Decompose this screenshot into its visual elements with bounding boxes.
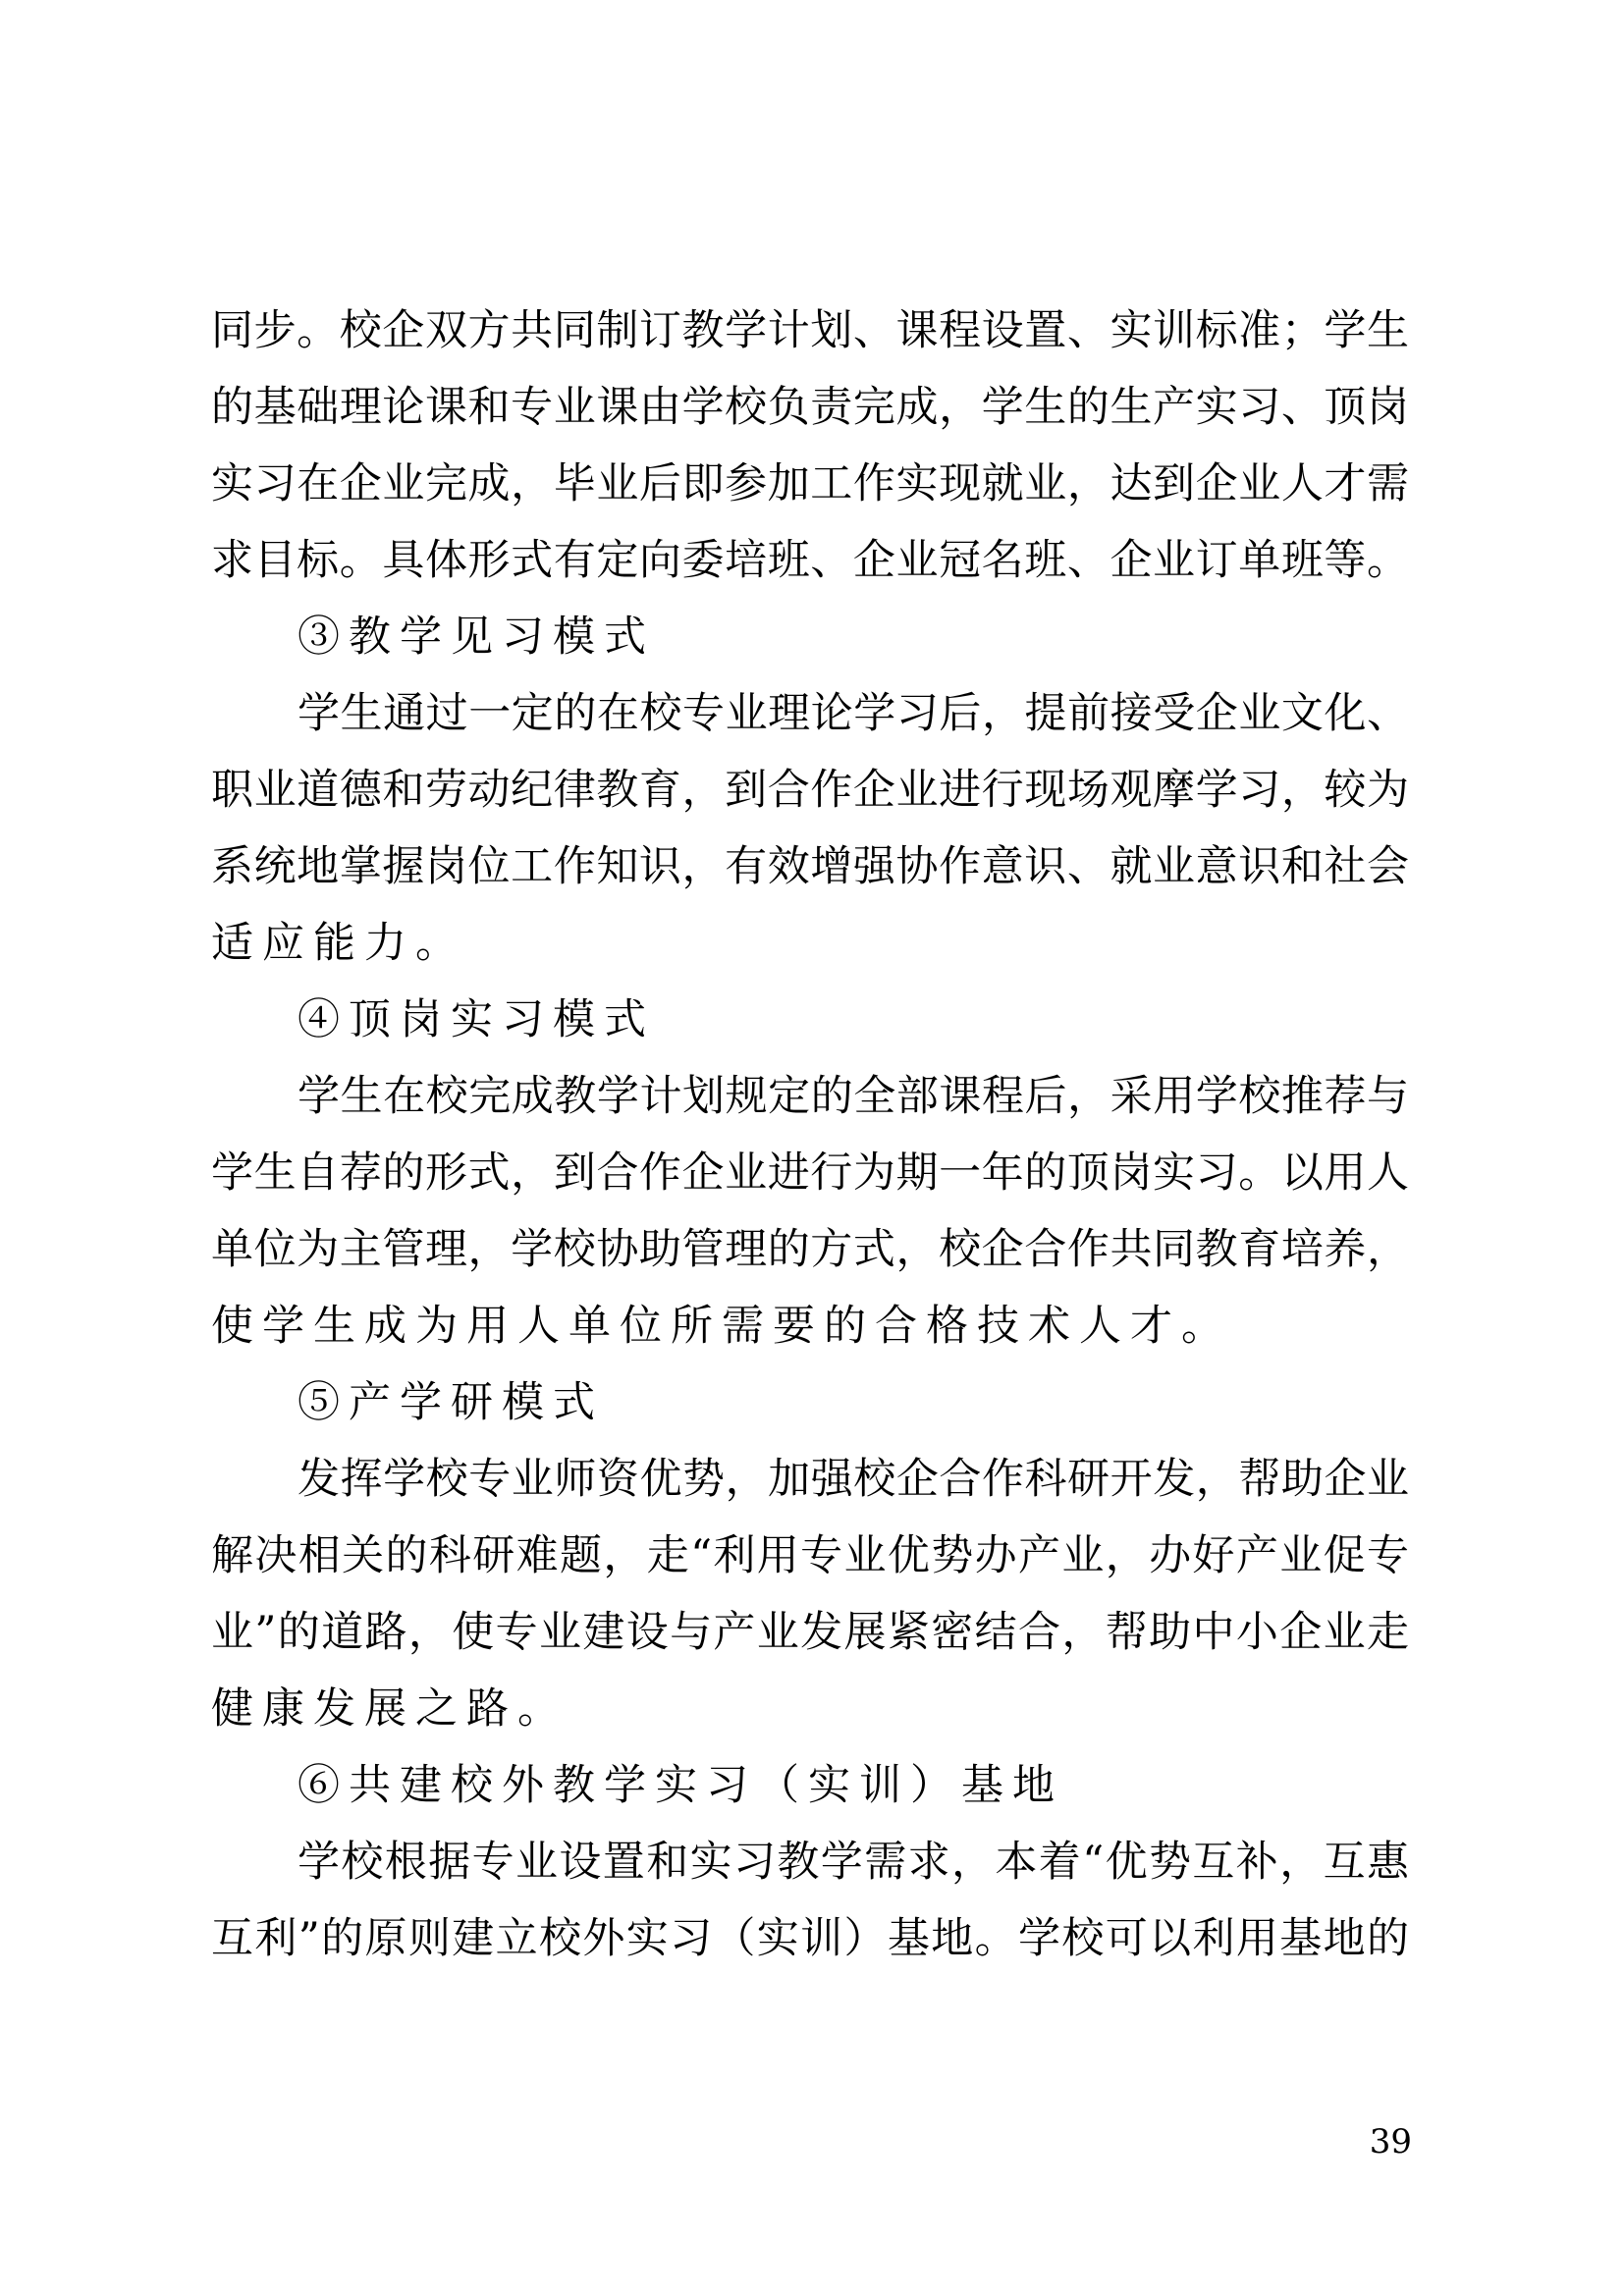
text-line: ⑥共建校外教学实习（实训）基地 xyxy=(298,1761,1063,1810)
text-line: 同步。校企双方共同制订教学计划、课程设置、实训标准；学生 xyxy=(211,306,1409,355)
text-line: 解决相关的科研难题，走“利用专业优势办产业，办好产业促专 xyxy=(211,1531,1409,1580)
page-number: 39 xyxy=(1369,2122,1412,2162)
text-line: 学生自荐的形式，到合作企业进行为期一年的顶岗实习。以用人 xyxy=(211,1148,1409,1198)
text-line: ④顶岗实习模式 xyxy=(298,995,655,1044)
text-line: 健康发展之路。 xyxy=(211,1684,568,1734)
text-line: ⑤产学研模式 xyxy=(298,1378,604,1427)
text-line: 学生通过一定的在校专业理论学习后，提前接受企业文化、 xyxy=(298,689,1409,738)
text-line: ③教学见习模式 xyxy=(298,613,655,662)
text-line: 实习在企业完成，毕业后即参加工作实现就业，达到企业人才需 xyxy=(211,459,1409,508)
text-line: 使学生成为用人单位所需要的合格技术人才。 xyxy=(211,1302,1232,1351)
text-line: 发挥学校专业师资优势，加强校企合作科研开发，帮助企业 xyxy=(298,1455,1409,1504)
text-line: 业”的道路，使专业建设与产业发展紧密结合，帮助中小企业走 xyxy=(211,1608,1409,1657)
text-line: 学校根据专业设置和实习教学需求，本着“优势互补，互惠 xyxy=(298,1838,1409,1887)
text-line: 学生在校完成教学计划规定的全部课程后，采用学校推荐与 xyxy=(298,1072,1409,1121)
text-line: 适应能力。 xyxy=(211,919,466,968)
text-lines xyxy=(211,293,1409,1977)
text-line: 系统地掌握岗位工作知识，有效增强协作意识、就业意识和社会 xyxy=(211,842,1409,891)
text-line: 互利”的原则建立校外实习（实训）基地。学校可以利用基地的 xyxy=(211,1914,1409,1963)
text-line: 职业道德和劳动纪律教育，到合作企业进行现场观摩学习，较为 xyxy=(211,766,1409,815)
text-line: 的基础理论课和专业课由学校负责完成，学生的生产实习、顶岗 xyxy=(211,383,1409,432)
text-line: 单位为主管理，学校协助管理的方式，校企合作共同教育培养， xyxy=(211,1225,1409,1274)
text-line: 求目标。具体形式有定向委培班、企业冠名班、企业订单班等。 xyxy=(211,536,1409,585)
